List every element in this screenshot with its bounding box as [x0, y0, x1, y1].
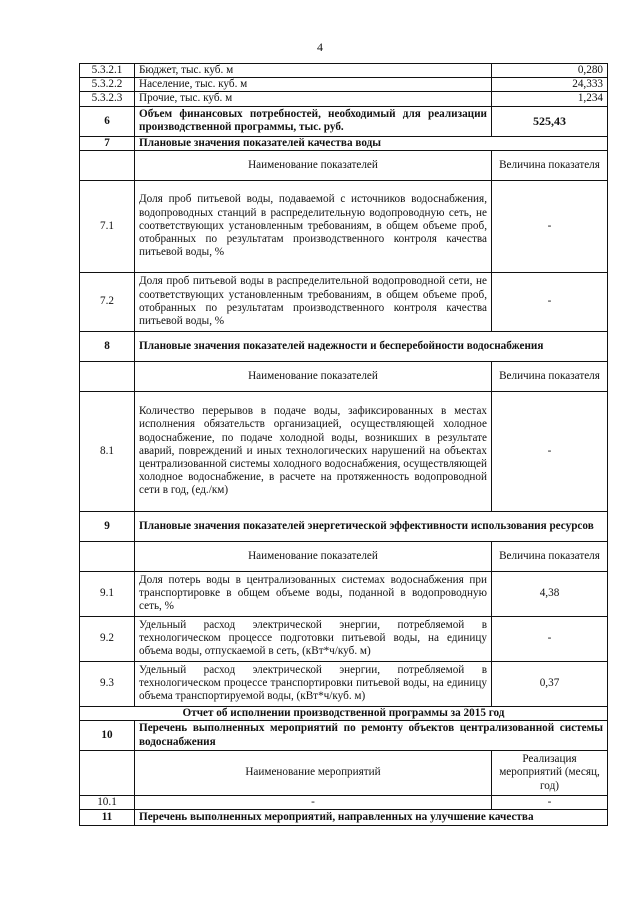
row-name: - [135, 796, 492, 810]
row-name: Прочие, тыс. куб. м [135, 92, 492, 106]
row-name: Доля проб питьевой воды, подаваемой с источников водоснабжения, водопроводных станций в распределительную водопроводную сеть, не соответствующих установленным требованиям, в общем объеме проб, отобранных по результатам производственного контроля качества питьевой воды, % [135, 180, 492, 272]
column-header-value: Величина показателя [492, 541, 608, 571]
row-number: 5.3.2.1 [80, 64, 135, 78]
row-name: Удельный расход электрической энергии, потребляемой в технологическом процессе транспортировки питьевой воды, на единицу объема транспортируемой воды, (кВт*ч/куб. м) [135, 661, 492, 706]
row-number: 8.1 [80, 391, 135, 511]
empty-cell [80, 541, 135, 571]
column-header-row [80, 751, 608, 796]
row-number: 5.3.2.2 [80, 78, 135, 92]
section-header [80, 136, 608, 150]
row-number: 9.1 [80, 571, 135, 616]
section-number: 10 [80, 721, 135, 751]
row-number: 9.3 [80, 661, 135, 706]
empty-cell [80, 150, 135, 180]
row-value: - [492, 272, 608, 331]
row-number: 10.1 [80, 796, 135, 810]
column-header-row [80, 541, 608, 571]
row-value: 0,280 [492, 64, 608, 78]
section-title: Плановые значения показателей энергетической эффективности использования ресурсов [135, 511, 608, 541]
row-name: Доля проб питьевой воды в распределительной водопроводной сети, не соответствующих установленным требованиям, в общем объеме проб, отобранных по результатам производственного контроля качества питьевой воды, % [135, 272, 492, 331]
section-number: 11 [80, 810, 135, 826]
empty-cell [80, 751, 135, 796]
row-value: - [492, 391, 608, 511]
row-number: 6 [80, 106, 135, 136]
table-row [80, 78, 608, 92]
table-row [80, 92, 608, 106]
table-row [80, 272, 608, 331]
page-number: 4 [317, 40, 323, 54]
column-header-name: Наименование показателей [135, 361, 492, 391]
table-row [80, 661, 608, 706]
column-header-row [80, 361, 608, 391]
empty-cell [80, 361, 135, 391]
row-name: Количество перерывов в подаче воды, зафиксированных в местах исполнения обязательств организацией, осуществляющей холодное водоснабжение, по подаче холодной воды, возникших в результате аварий, повреждений и иных технологических нарушений на объектах централизованной системы холодного водоснабжения, осуществляющей холодное водоснабжение, в расчете на протяженность водопроводной сети в год, (ед./км) [135, 391, 492, 511]
row-name: Удельный расход электрической энергии, потребляемой в технологическом процессе подготовки питьевой воды, на единицу объема воды, отпускаемой в сеть, (кВт*ч/куб. м) [135, 616, 492, 661]
section-header [80, 721, 608, 751]
row-number: 7.2 [80, 272, 135, 331]
row-value: - [492, 796, 608, 810]
row-value: 24,333 [492, 78, 608, 92]
column-header-value: Величина показателя [492, 361, 608, 391]
section-title: Плановые значения показателей надежности и бесперебойности водоснабжения [135, 331, 608, 361]
table-row [80, 180, 608, 272]
row-value: - [492, 180, 608, 272]
column-header-value: Реализация мероприятий (месяц, год) [492, 751, 608, 796]
row-number: 9.2 [80, 616, 135, 661]
column-header-name: Наименование показателей [135, 150, 492, 180]
column-header-name: Наименование мероприятий [135, 751, 492, 796]
row-name: Объем финансовых потребностей, необходимый для реализации производственной программы, тыс. руб. [135, 106, 492, 136]
row-number: 7.1 [80, 180, 135, 272]
row-value: 1,234 [492, 92, 608, 106]
row-number: 5.3.2.3 [80, 92, 135, 106]
section-header [80, 331, 608, 361]
section-number: 7 [80, 136, 135, 150]
section-number: 8 [80, 331, 135, 361]
report-title: Отчет об исполнении производственной программы за 2015 год [80, 706, 608, 720]
column-header-value: Величина показателя [492, 150, 608, 180]
column-header-row [80, 150, 608, 180]
section-title: Перечень выполненных мероприятий по ремонту объектов централизованной системы водоснабжения [135, 721, 608, 751]
table-row [80, 64, 608, 78]
section-header [80, 511, 608, 541]
row-name: Доля потерь воды в централизованных системах водоснабжения при транспортировке в общем объеме воды, поданной в водопроводную сеть, % [135, 571, 492, 616]
section-number: 9 [80, 511, 135, 541]
report-title-row [80, 706, 608, 720]
column-header-name: Наименование показателей [135, 541, 492, 571]
section-title: Перечень выполненных мероприятий, направленных на улучшение качества [135, 810, 608, 826]
production-program-table [79, 63, 608, 826]
row-name: Население, тыс. куб. м [135, 78, 492, 92]
section-header [80, 810, 608, 826]
table-row [80, 571, 608, 616]
row-value: 0,37 [492, 661, 608, 706]
row-name: Бюджет, тыс. куб. м [135, 64, 492, 78]
row-value: 525,43 [492, 106, 608, 136]
table-row [80, 391, 608, 511]
row-value: 4,38 [492, 571, 608, 616]
table-row [80, 796, 608, 810]
financial-needs-row [80, 106, 608, 136]
section-title: Плановые значения показателей качества воды [135, 136, 608, 150]
table-row [80, 616, 608, 661]
row-value: - [492, 616, 608, 661]
